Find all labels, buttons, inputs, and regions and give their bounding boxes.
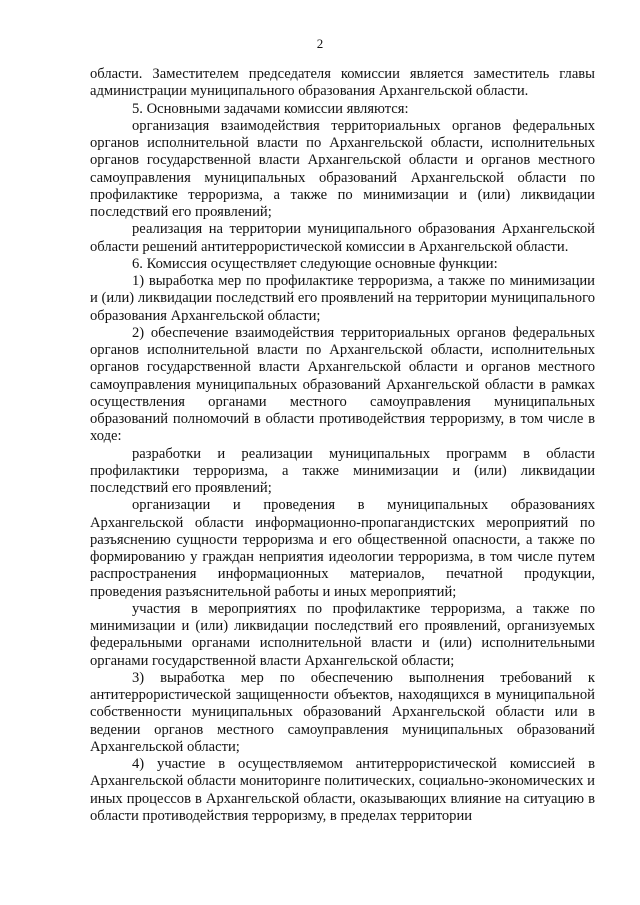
paragraph-function-1: 1) выработка мер по профилактике терроризма, а также по минимизации и (или) ликвидации последствий его проявлений на территории муниципального образования Архангельской области; [90, 273, 595, 324]
paragraph-task-coordination: организация взаимодействия территориальных органов федеральных органов исполнительной власти по Архангельской области, исполнительных органов государственной власти Архангельской области и органов местного самоуправления муниципальных образований Архангельской области по профилактике терроризма, а также по минимизации и (или) ликвидации последствий его проявлений; [90, 117, 595, 220]
paragraph-item-6: 6. Комиссия осуществляет следующие основные функции: [132, 255, 498, 272]
paragraph-programs: разработки и реализации муниципальных программ в области профилактики терроризма, а также минимизации и (или) ликвидации последствий его проявлений; [90, 445, 595, 496]
document-body [90, 66, 595, 825]
paragraph-participation: участия в мероприятиях по профилактике терроризма, а также по минимизации и (или) ликвидации последствий его проявлений, организуемых федеральными органами исполнительной власти и (или) исполнительными органами государственной власти Архангельской области; [90, 600, 595, 669]
paragraph-continuation: области. Заместителем председателя комиссии является заместитель главы администрации муниципального образования Архангельской области. [90, 66, 595, 100]
paragraph-function-4: 4) участие в осуществляемом антитеррористической комиссией в Архангельской области мониторинге политических, социально-экономических и иных процессов в Архангельской области, оказывающих влияние на ситуацию в области противодействия терроризму, в пределах территории [90, 756, 595, 824]
paragraph-item-5: 5. Основными задачами комиссии являются: [132, 100, 409, 117]
paragraph-task-implementation: реализация на территории муниципального образования Архангельской области решений антитеррористической комиссии в Архангельской области. [90, 221, 595, 255]
paragraph-events: организации и проведения в муниципальных образованиях Архангельской области информационно-пропагандистских мероприятий по разъяснению сущности терроризма и его общественной опасности, а также по формированию у граждан неприятия идеологии терроризма, в том числе путем распространения информационных материалов, печатной продукции, проведения разъяснительной работы и иных мероприятий; [90, 497, 595, 600]
paragraph-function-2: 2) обеспечение взаимодействия территориальных органов федеральных органов исполнительной власти по Архангельской области, исполнительных органов государственной власти Архангельской области и органов местного самоуправления муниципальных образований Архангельской области в рамках осуществления органами местного самоуправления муниципальных образований полномочий в области противодействия терроризму, в том числе в ходе: [90, 324, 595, 445]
page-number: 2 [316, 36, 324, 51]
paragraph-function-3: 3) выработка мер по обеспечению выполнения требований к антитеррористической защищенности объектов, находящихся в муниципальной собственности муниципальных образований Архангельской области или в ведении органов местного самоуправления муниципальных образований Архангельской области; [90, 669, 595, 755]
